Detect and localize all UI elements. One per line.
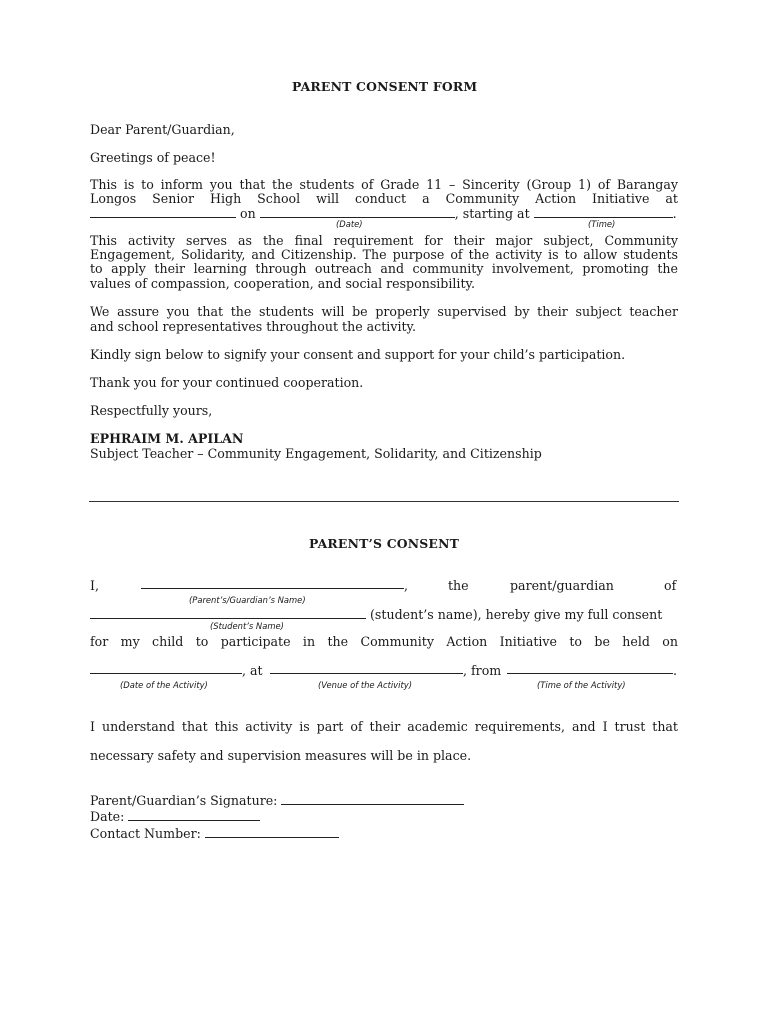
consent-line-1 <box>90 578 678 594</box>
teacher-role: Subject Teacher – Community Engagement, Solidarity, and Citizenship <box>90 446 542 461</box>
activity-date-blank[interactable] <box>90 663 242 674</box>
form-title: PARENT CONSENT FORM <box>292 79 478 94</box>
activity-time-caption: (Time of the Activity) <box>537 680 626 690</box>
student-text: (student’s name), hereby give my full consent <box>370 607 663 622</box>
parent-name-blank[interactable] <box>141 578 404 589</box>
contact-row <box>90 826 339 841</box>
location-blank[interactable] <box>90 207 236 218</box>
date-label: Date: <box>90 809 125 824</box>
purpose-line-2: Engagement, Solidarity, and Citizenship. The purpose of the activity is to allow students <box>90 247 678 262</box>
period: . <box>673 663 678 678</box>
venue-blank[interactable] <box>270 663 463 674</box>
salutation: Dear Parent/Guardian, <box>90 122 235 137</box>
signature-label: Parent/Guardian’s Signature: <box>90 793 278 808</box>
period: . <box>672 206 677 221</box>
consent-line-4 <box>90 663 678 679</box>
time-caption: (Time) <box>588 219 616 229</box>
purpose-line-1: This activity serves as the final requirement for their major subject, Community <box>90 233 678 248</box>
at-word: , at <box>242 663 263 678</box>
date-row <box>90 809 260 824</box>
comma: , <box>404 578 409 593</box>
activity-time-blank[interactable] <box>507 663 673 674</box>
the-word: the <box>448 578 469 593</box>
venue-caption: (Venue of the Activity) <box>318 680 412 690</box>
time-blank[interactable] <box>534 207 673 218</box>
participate-line: for my child to participate in the Community Action Initiative to be held on <box>90 634 678 649</box>
intro-line-2: Longos Senior High School will conduct a Community Action Initiative at <box>90 191 678 206</box>
activity-date-caption: (Date of the Activity) <box>120 680 208 690</box>
of-word: of <box>664 578 677 593</box>
assure-line-2: and school representatives throughout the activity. <box>90 319 416 334</box>
intro-line-1: This is to inform you that the students of Grade 11 – Sincerity (Group 1) of Barangay <box>90 177 678 192</box>
date-blank[interactable] <box>260 207 455 218</box>
on-word: on <box>240 206 256 221</box>
understand-line-2: necessary safety and supervision measures will be in place. <box>90 748 472 763</box>
understand-line-1: I understand that this activity is part of their academic requirements, and I trust that <box>90 719 678 734</box>
parent-guardian-word: parent/guardian <box>510 578 614 593</box>
i-word: I, <box>90 578 99 593</box>
signature-blank[interactable] <box>281 794 464 805</box>
consent-line-2 <box>90 607 662 622</box>
thanks-text: Thank you for your continued cooperation. <box>90 375 364 390</box>
kindly-sign-text: Kindly sign below to signify your consent and support for your child’s participation. <box>90 347 626 362</box>
section-divider <box>89 501 679 502</box>
contact-label: Contact Number: <box>90 826 201 841</box>
student-name-blank[interactable] <box>90 608 366 619</box>
contact-field-blank[interactable] <box>205 827 339 838</box>
student-name-caption: (Student’s Name) <box>210 621 284 631</box>
teacher-name: EPHRAIM M. APILAN <box>90 431 244 446</box>
from-word: , from <box>463 663 502 678</box>
signature-row <box>90 793 464 808</box>
parent-name-caption: (Parent’s/Guardian’s Name) <box>189 595 306 605</box>
greeting: Greetings of peace! <box>90 150 216 165</box>
date-field-blank[interactable] <box>128 810 260 821</box>
starting-at-text: , starting at <box>454 206 530 221</box>
assure-line-1: We assure you that the students will be properly supervised by their subject teacher <box>90 304 678 319</box>
consent-title: PARENT’S CONSENT <box>309 536 460 551</box>
closing-text: Respectfully yours, <box>90 403 213 418</box>
purpose-line-4: values of compassion, cooperation, and social responsibility. <box>90 276 475 291</box>
date-caption: (Date) <box>336 219 363 229</box>
purpose-line-3: to apply their learning through outreach and community involvement, promoting the <box>90 261 678 276</box>
